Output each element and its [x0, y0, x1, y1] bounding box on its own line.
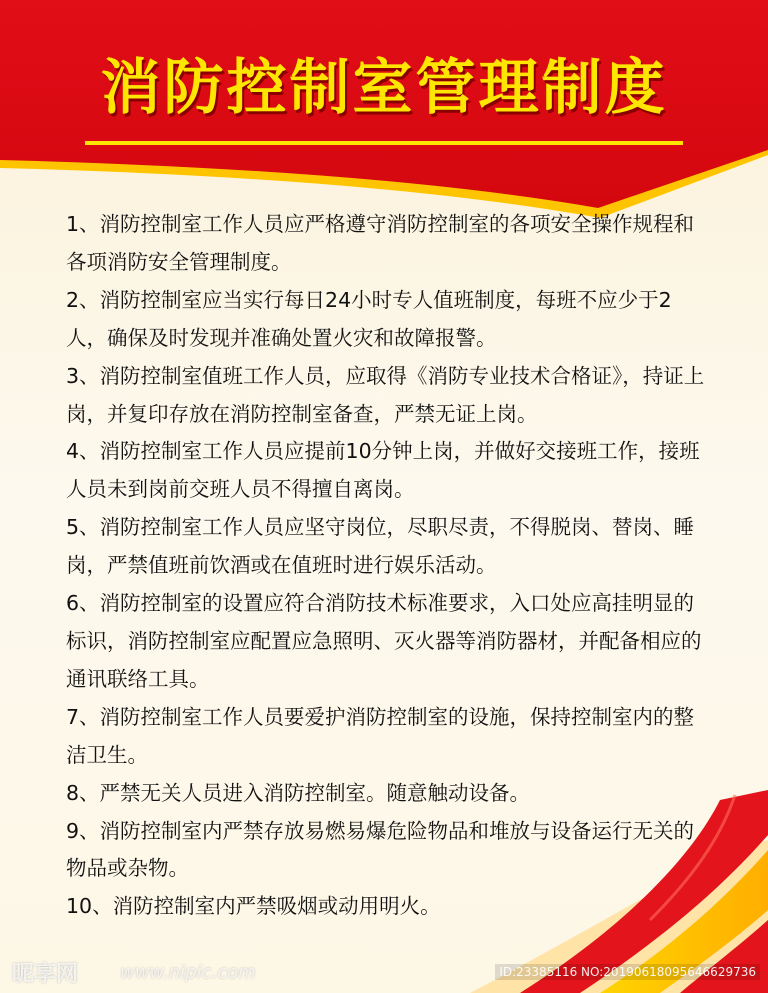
rule-item: 6、消防控制室的设置应符合消防技术标准要求，入口处应高挂明显的标识，消防控制室应配置应急照明、灭火器等消防器材，并配备相应的通讯联络工具。: [66, 591, 702, 691]
rule-item: 7、消防控制室工作人员要爱护消防控制室的设施，保持控制室内的整洁卫生。: [66, 704, 695, 767]
watermark-url: www.nipic.com: [120, 962, 256, 983]
rule-item: 5、消防控制室工作人员应坚守岗位，尽职尽责，不得脱岗、替岗、睡岗，严禁值班前饮酒或在值班时进行娱乐活动。: [66, 515, 695, 578]
rule-item: 3、消防控制室值班工作人员，应取得《消防专业技术合格证》，持证上岗，并复印存放在消防控制室备查，严禁无证上岗。: [66, 363, 705, 426]
poster-title: 消防控制室管理制度: [100, 53, 668, 123]
title-underline: [85, 141, 683, 145]
watermark-logo: 昵享网: [12, 962, 79, 987]
rule-item: 4、消防控制室工作人员应提前10分钟上岗，并做好交接班工作，接班人员未到岗前交班人员不得擅自离岗。: [66, 439, 700, 502]
watermark-id: ID:23385116 NO:20190618095646629736: [495, 964, 760, 980]
rule-item: 8、严禁无关人员进入消防控制室。随意触动设备。: [66, 780, 531, 805]
rule-item: 2、消防控制室应当实行每日24小时专人值班制度，每班不应少于2人，确保及时发现并准确处置火灾和故障报警。: [66, 287, 672, 350]
rule-item: 10、消防控制室内严禁吸烟或动用明火。: [66, 894, 441, 919]
rules-list: [66, 206, 706, 926]
rule-item: 9、消防控制室内严禁存放易燃易爆危险物品和堆放与设备运行无关的物品或杂物。: [66, 818, 695, 881]
rule-item: 1、消防控制室工作人员应严格遵守消防控制室的各项安全操作规程和各项消防安全管理制度。: [66, 212, 695, 274]
